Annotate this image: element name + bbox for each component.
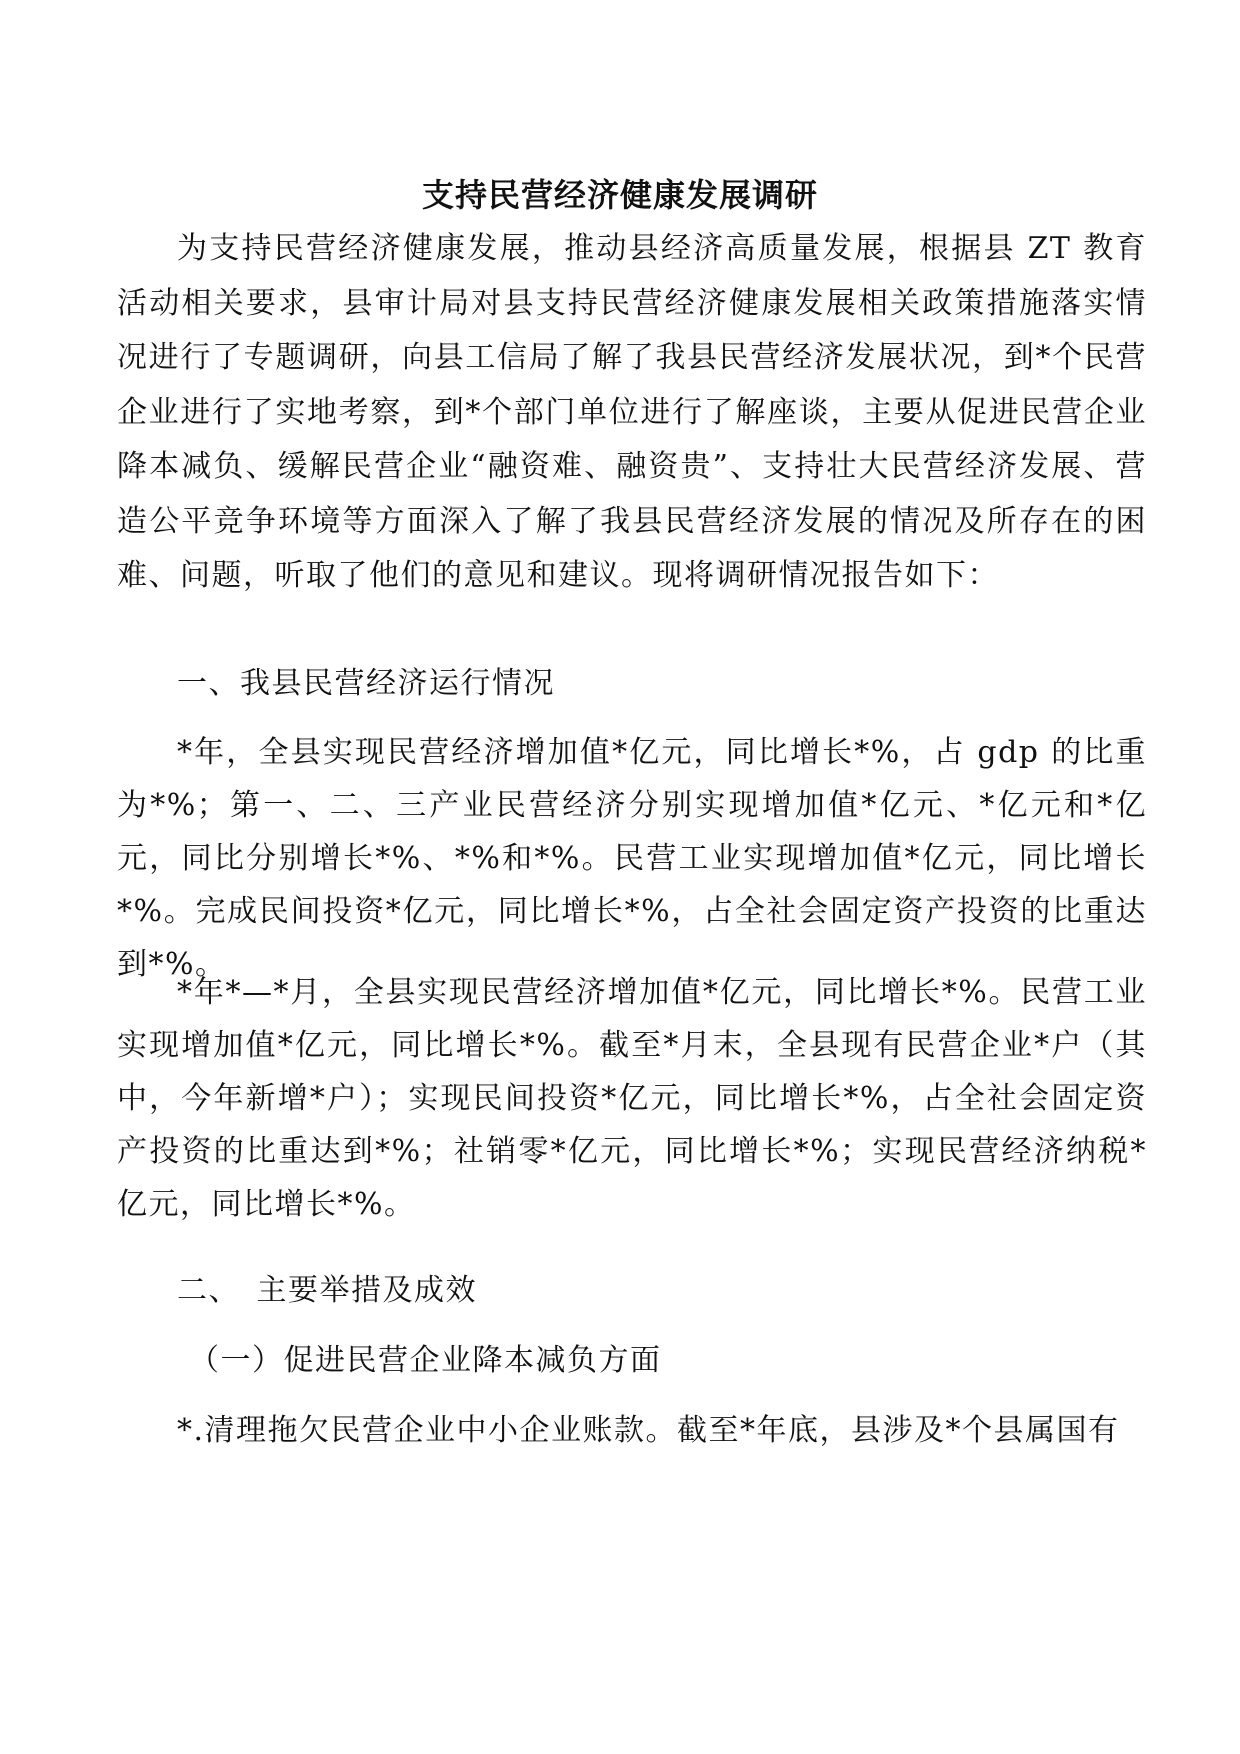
- section-heading-1: 一、我县民营经济运行情况: [177, 666, 555, 701]
- document-title: 支持民营经济健康发展调研: [421, 176, 818, 214]
- measure-paragraph-1: *.清理拖欠民营企业中小企业账款。截至*年底，县涉及*个县属国有: [177, 1413, 1120, 1448]
- section-heading-2: 二、 主要举措及成效: [177, 1273, 477, 1308]
- annual-stats-paragraph: *年，全县实现民营经济增加值*亿元，同比增长*%，占 gdp 的比重为*%；第一、二、三产业民营经济分别实现增加值*亿元、*亿元和*亿元，同比分别增长*%、*%和*%。民营工业实现增加值*亿元，同比增长*%。完成民间投资*亿元，同比增长*%，占全社会固定资产投资的比重达到*%。: [117, 735, 1147, 982]
- subsection-heading-1: （一）促进民营企业降本减负方面: [189, 1343, 662, 1378]
- period-stats-paragraph: *年*—*月，全县实现民营经济增加值*亿元，同比增长*%。民营工业实现增加值*亿元，同比增长*%。截至*月末，全县现有民营企业*户（其中，今年新增*户）；实现民间投资*亿元，同比增长*%，占全社会固定资产投资的比重达到*%；社销零*亿元，同比增长*%；实现民营经济纳税*亿元，同比增长*%。: [117, 975, 1147, 1222]
- intro-paragraph: 为支持民营经济健康发展，推动县经济高质量发展，根据县 ZT 教育活动相关要求，县审计局对县支持民营经济健康发展相关政策措施落实情况进行了专题调研，向县工信局了解了我县民营经济发展状况，到*个民营企业进行了实地考察，到*个部门单位进行了解座谈，主要从促进民营企业降本减负、缓解民营企业“融资难、融资贵”、支持壮大民营经济发展、营造公平竞争环境等方面深入了解了我县民营经济发展的情况及所存在的困难、问题，听取了他们的意见和建议。现将调研情况报告如下：: [117, 231, 1147, 593]
